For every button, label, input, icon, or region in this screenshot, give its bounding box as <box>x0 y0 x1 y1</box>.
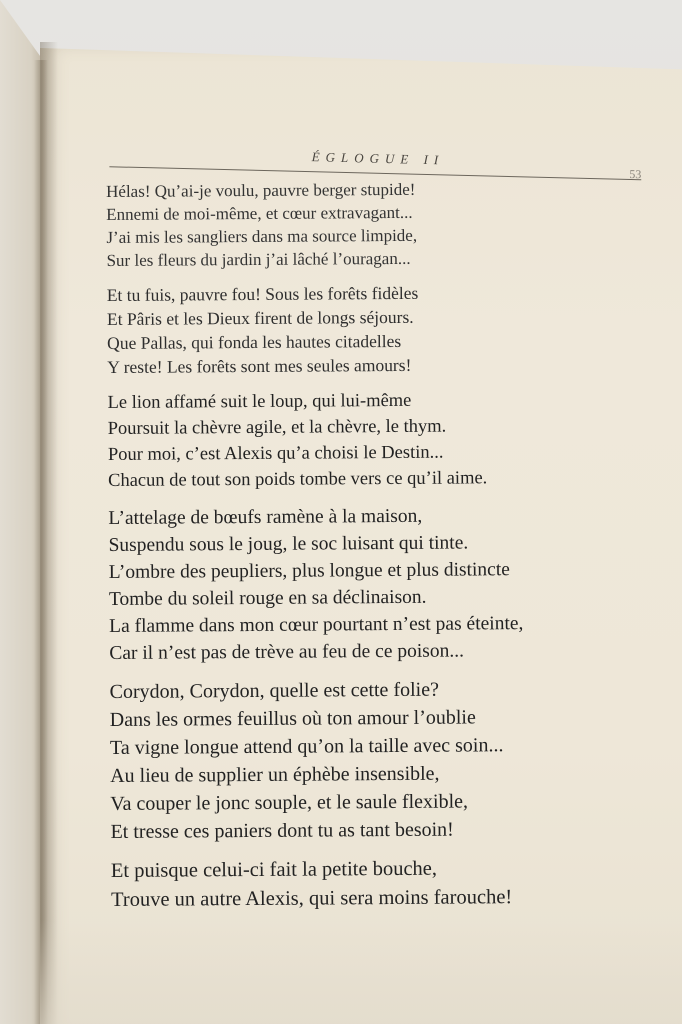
verse-line: Et puisque celui-ci fait la petite bouche, <box>110 857 438 882</box>
verse-line: J’ai mis les sangliers dans ma source limpide, <box>106 225 418 247</box>
verse-line: Corydon, Corydon, quelle est cette folie? <box>109 678 440 703</box>
verse-line: Que Pallas, qui fonda les hautes citadelles <box>107 330 402 353</box>
verse-line: Trouve un autre Alexis, qui sera moins farouche! <box>110 886 513 911</box>
verse-line: Au lieu de supplier un éphèbe insensible, <box>110 762 440 787</box>
verse-line: Chacun de tout son poids tombe vers ce qu’il aime. <box>108 468 488 491</box>
verse-line: Tombe du soleil rouge en sa déclinaison. <box>108 586 427 610</box>
verse-line: L’attelage de bœufs ramène à la maison, <box>108 505 423 529</box>
verse-line: Y reste! Les forêts sont mes seules amours! <box>107 354 412 377</box>
book-gutter <box>34 60 48 1024</box>
verse-line: Car il n’est pas de trève au feu de ce poison... <box>109 640 465 664</box>
stanza <box>107 279 668 379</box>
verse-line: Dans les ormes feuillus où ton amour l’oublie <box>109 706 476 731</box>
stanza <box>109 674 670 846</box>
stanza <box>106 176 667 272</box>
verse-line: Suspendu sous le joug, le soc luisant qui tinte. <box>108 532 469 556</box>
page-number: 53 <box>629 166 642 182</box>
verse-line: Pour moi, c’est Alexis qu’a choisi le Destin... <box>107 442 444 465</box>
verse-line: Et Pâris et les Dieux firent de longs séjours. <box>106 306 414 329</box>
poem-text <box>106 176 671 926</box>
running-head: ÉGLOGUE II <box>311 149 445 168</box>
verse-line: Et tresse ces paniers dont tu as tant besoin! <box>110 818 454 843</box>
verse-line: Hélas! Qu’ai-je voulu, pauvre berger stupide! <box>106 179 416 201</box>
page-bottom-shading <box>40 920 682 1024</box>
stanza <box>108 501 669 667</box>
verse-line: La flamme dans mon cœur pourtant n’est pas éteinte, <box>109 613 524 637</box>
verse-line: Et tu fuis, pauvre fou! Sous les forêts fidèles <box>106 282 419 305</box>
verse-line: Va couper le jonc souple, et le saule flexible, <box>110 790 469 815</box>
verse-line: Sur les fleurs du jardin j’ai lâché l’ouragan... <box>106 248 411 270</box>
stanza <box>107 386 668 494</box>
verse-line: Poursuit la chèvre agile, et la chèvre, le thym. <box>107 416 447 439</box>
verse-line: Le lion affamé suit le loup, qui lui-même <box>107 390 412 413</box>
verse-line: L’ombre des peupliers, plus longue et plus distincte <box>108 559 510 583</box>
verse-line: Ta vigne longue attend qu’on la taille avec soin... <box>109 734 504 759</box>
verse-line: Ennemi de moi-même, et cœur extravagant... <box>106 202 413 224</box>
stanza <box>111 853 671 915</box>
